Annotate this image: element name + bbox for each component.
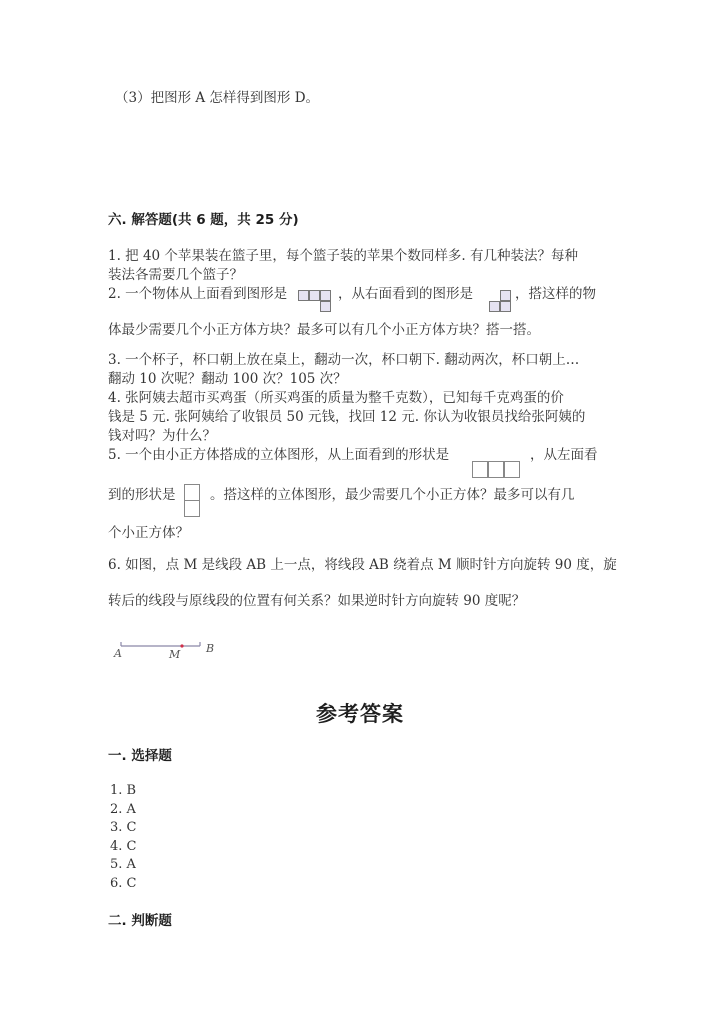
q5-line1-part1: 5. 一个由小正方体搭成的立体图形，从上面看到的形状是 <box>108 447 450 463</box>
question-3-text: （3）把图形 A 怎样得到图形 D。 <box>115 90 320 106</box>
line-segment-icon <box>108 636 218 662</box>
left-view-column-icon <box>184 484 201 517</box>
answers-title: 参考答案 <box>316 702 404 726</box>
answers-section-1-heading: 一. 选择题 <box>108 748 172 764</box>
label-m: M <box>169 648 181 661</box>
label-a: A <box>114 647 122 660</box>
right-view-l-shape-icon <box>489 290 513 314</box>
q3-line2: 翻动 10 次呢？翻动 100 次？105 次？ <box>108 371 347 387</box>
q2-line2: 体最少需要几个小正方体方块？最多可以有几个小正方体方块？搭一搭。 <box>108 322 540 338</box>
q4-line3: 钱对吗？为什么？ <box>108 428 216 444</box>
q1-line1: 1. 把 40 个苹果装在篮子里，每个篮子装的苹果个数同样多. 有几种装法？每种 <box>108 248 579 264</box>
label-b: B <box>206 642 215 655</box>
answer-item: 5. A <box>110 857 136 872</box>
answer-item: 1. B <box>110 783 137 798</box>
q6-line2: 转后的线段与原线段的位置有何关系？如果逆时针方向旋转 90 度呢？ <box>108 593 526 609</box>
q5-line3: 个小正方体？ <box>108 525 189 541</box>
q5-line1-part2: ，从左面看 <box>530 447 598 463</box>
answers-list <box>110 782 136 893</box>
answer-item: 4. C <box>110 838 137 854</box>
answer-item: 3. C <box>110 820 137 835</box>
q2-line1-part2: ，从右面看到的图形是 <box>338 286 473 302</box>
section-6-heading: 六. 解答题(共 6 题，共 25 分) <box>108 212 299 228</box>
q4-line1: 4. 张阿姨去超市买鸡蛋（所买鸡蛋的质量为整千克数），已知每千克鸡蛋的价 <box>108 390 564 406</box>
answers-section-2-heading: 二. 判断题 <box>108 913 172 929</box>
q2-line1-part3: ，搭这样的物 <box>515 286 596 302</box>
q3-line1: 3. 一个杯子，杯口朝上放在桌上，翻动一次，杯口朝下. 翻动两次，杯口朝上… <box>108 352 580 368</box>
q2-line1-part1: 2. 一个物体从上面看到图形是 <box>108 286 288 302</box>
q1-line2: 装法各需要几个篮子？ <box>108 267 243 283</box>
q6-line1: 6. 如图，点 M 是线段 AB 上一点，将线段 AB 绕着点 M 顺时针方向旋转 90 度，旋 <box>108 557 617 573</box>
answer-item: 6. C <box>110 875 137 891</box>
answer-item: 2. A <box>110 801 136 817</box>
q5-line2b: 。搭这样的立体图形，最少需要几个小正方体？最多可以有几 <box>210 487 575 503</box>
top-view-l-shape-icon <box>298 290 334 314</box>
segment-ab-figure <box>108 636 218 662</box>
q5-line2a: 到的形状是 <box>108 487 176 503</box>
q4-line2: 钱是 5 元. 张阿姨给了收银员 50 元钱，找回 12 元. 你认为收银员找给张阿姨的 <box>108 409 586 425</box>
top-view-row-icon <box>472 461 523 478</box>
